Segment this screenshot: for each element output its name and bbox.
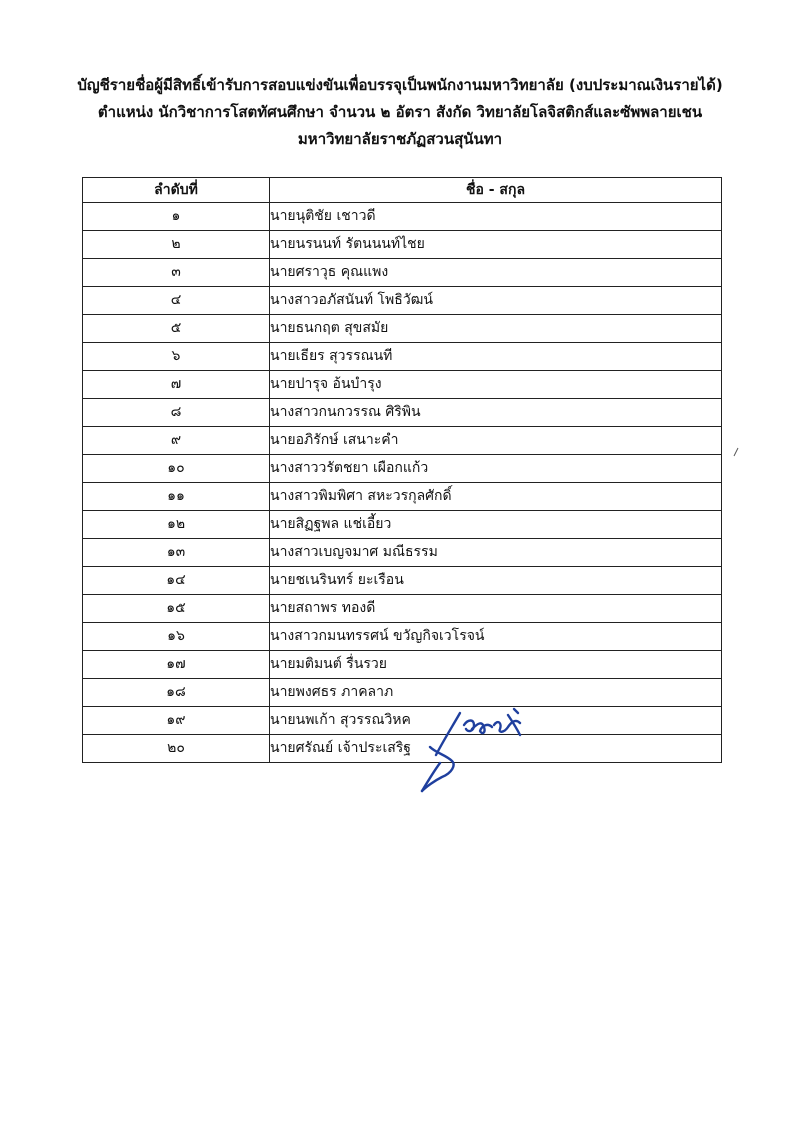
row-order-number: ๒ <box>83 231 270 259</box>
row-order-number: ๕ <box>83 315 270 343</box>
table-row <box>83 567 722 595</box>
row-full-name: นางสาวอภัสนันท์ โพธิวัฒน์ <box>270 287 722 315</box>
header-university-line-3: มหาวิทยาลัยราชภัฏสวนสุนันทา <box>297 130 503 148</box>
row-full-name: นายศราวุธ คุณแพง <box>270 259 722 287</box>
row-full-name: นายสิฏฐพล แช่เอี้ยว <box>270 511 722 539</box>
row-full-name: นายนพเก้า สุวรรณวิหค <box>270 707 722 735</box>
table-row <box>83 651 722 679</box>
table-row <box>83 399 722 427</box>
row-order-number: ๗ <box>83 371 270 399</box>
row-full-name: นายปารุจ อ้นบำรุง <box>270 371 722 399</box>
row-full-name: นายธนกฤต สุขสมัย <box>270 315 722 343</box>
table-row <box>83 259 722 287</box>
row-full-name: นายนุติชัย เชาวดี <box>270 203 722 231</box>
row-order-number: ๑๐ <box>83 455 270 483</box>
table-row <box>83 427 722 455</box>
table-row <box>83 287 722 315</box>
table-row <box>83 483 722 511</box>
row-full-name: นายศรัณย์ เจ้าประเสริฐ <box>270 735 722 763</box>
table-row <box>83 735 722 763</box>
row-full-name: นางสาววรัตชยา เผือกแก้ว <box>270 455 722 483</box>
table-row <box>83 371 722 399</box>
table-body <box>83 203 722 763</box>
row-order-number: ๓ <box>83 259 270 287</box>
stray-pen-mark <box>733 447 739 457</box>
row-order-number: ๑ <box>83 203 270 231</box>
row-order-number: ๔ <box>83 287 270 315</box>
row-order-number: ๑๔ <box>83 567 270 595</box>
table-row <box>83 231 722 259</box>
table-row <box>83 539 722 567</box>
row-order-number: ๒๐ <box>83 735 270 763</box>
row-order-number: ๑๕ <box>83 595 270 623</box>
row-full-name: นายสถาพร ทองดี <box>270 595 722 623</box>
row-full-name: นายอภิรักษ์ เสนาะคำ <box>270 427 722 455</box>
table-header-row <box>83 178 722 203</box>
row-order-number: ๘ <box>83 399 270 427</box>
table-row <box>83 511 722 539</box>
header-title-line-1: บัญชีรายชื่อผู้มีสิทธิ์เข้ารับการสอบแข่งขันเพื่อบรรจุเป็นพนักงานมหาวิทยาลัย (งบประมาณเงินรายได้) <box>77 76 723 94</box>
handwritten-signature <box>412 705 542 800</box>
row-full-name: นางสาวกมนทรรศน์ ขวัญกิจเวโรจน์ <box>270 623 722 651</box>
table-row <box>83 455 722 483</box>
table-row <box>83 203 722 231</box>
row-full-name: นายเธียร สุวรรณนที <box>270 343 722 371</box>
row-order-number: ๑๖ <box>83 623 270 651</box>
table-row <box>83 707 722 735</box>
column-header-name: ชื่อ - สกุล <box>270 178 722 203</box>
header-position-line-2: ตำแหน่ง นักวิชาการโสตทัศนศึกษา จำนวน ๒ อัตรา สังกัด วิทยาลัยโลจิสติกส์และซัพพลายเชน <box>97 103 703 121</box>
row-order-number: ๑๑ <box>83 483 270 511</box>
table-row <box>83 595 722 623</box>
table-row <box>83 343 722 371</box>
candidate-table <box>82 177 722 763</box>
row-full-name: นางสาวพิมพิศา สหะวรกุลศักดิ์ <box>270 483 722 511</box>
row-full-name: นายพงศธร ภาคลาภ <box>270 679 722 707</box>
row-order-number: ๑๓ <box>83 539 270 567</box>
document-header <box>40 72 760 153</box>
row-full-name: นางสาวเบญจมาศ มณีธรรม <box>270 539 722 567</box>
row-order-number: ๑๙ <box>83 707 270 735</box>
row-order-number: ๖ <box>83 343 270 371</box>
row-full-name: นายชเนรินทร์ ยะเรือน <box>270 567 722 595</box>
row-order-number: ๑๘ <box>83 679 270 707</box>
row-full-name: นายนรนนท์ รัตนนนท์ไชย <box>270 231 722 259</box>
column-header-order: ลำดับที่ <box>83 178 270 203</box>
row-order-number: ๑๗ <box>83 651 270 679</box>
row-order-number: ๑๒ <box>83 511 270 539</box>
row-order-number: ๙ <box>83 427 270 455</box>
table-row <box>83 623 722 651</box>
row-full-name: นางสาวกนกวรรณ ศิริพิน <box>270 399 722 427</box>
table-row <box>83 679 722 707</box>
table-row <box>83 315 722 343</box>
row-full-name: นายมติมนต์ รื่นรวย <box>270 651 722 679</box>
